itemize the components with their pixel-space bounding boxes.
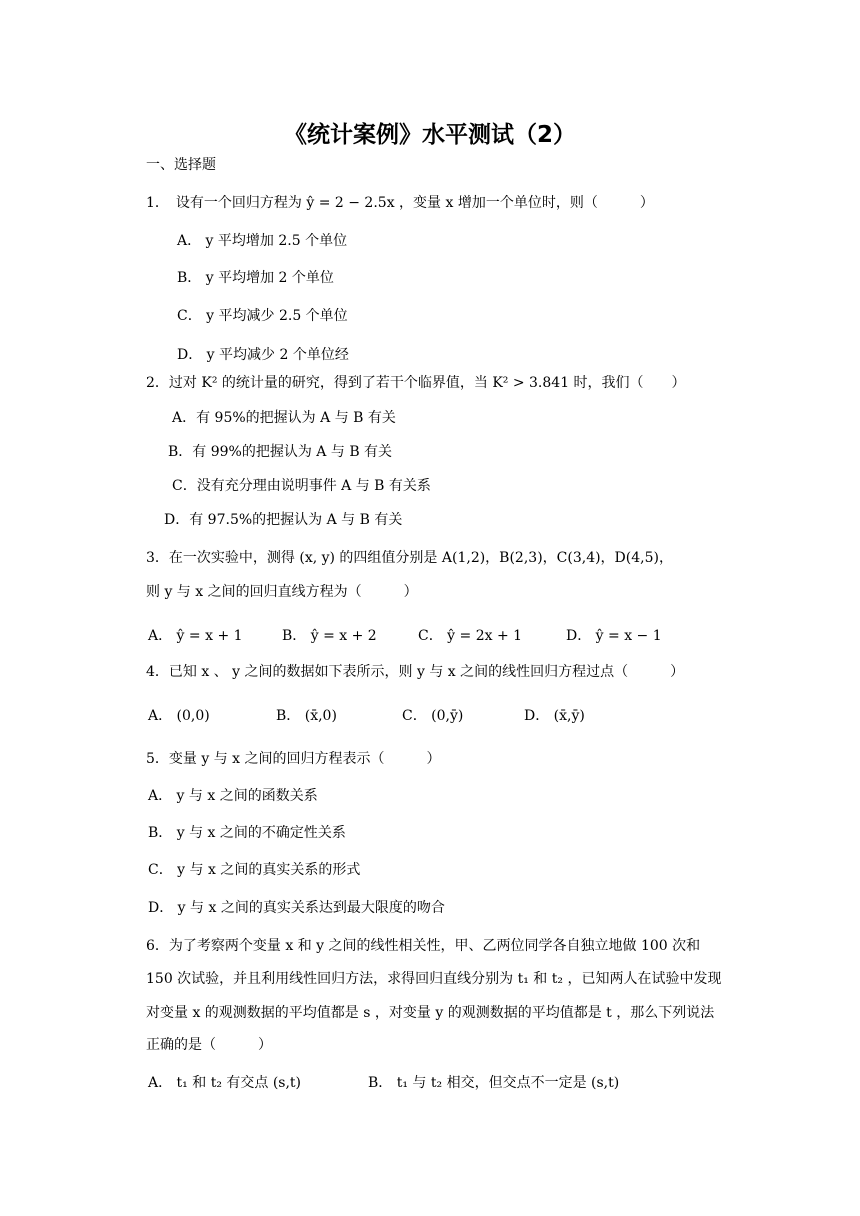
q3-option-d: D． ŷ = x − 1 [566, 628, 662, 644]
question-3-stem-line-2: 则 y 与 x 之间的回归直线方程为（ ） [146, 584, 418, 600]
q2-option-b: B．有 99%的把握认为 A 与 B 有关 [168, 444, 393, 460]
question-6-stem-line-2: 150 次试验，并且利用线性回归方法，求得回归直线分别为 t₁ 和 t₂ ，已知两人在试验中发现 [146, 971, 722, 987]
question-3-stem-line-1: 3．在一次实验中，测得 (x, y) 的四组值分别是 A(1,2)，B(2,3)，C(3,4)，D(4,5)， [146, 550, 673, 566]
question-1-stem: 1． 设有一个回归方程为 ŷ = 2 − 2.5x ，变量 x 增加一个单位时，则（ ） [146, 195, 654, 211]
q6-option-a: A． t₁ 和 t₂ 有交点 (s,t) [148, 1075, 302, 1091]
q4-option-a: A． (0,0) [148, 708, 210, 724]
q3-option-c: C． ŷ = 2x + 1 [418, 628, 523, 644]
q1-option-b: B． y 平均增加 2 个单位 [177, 270, 334, 286]
question-2-stem: 2．过对 K² 的统计量的研究，得到了若干个临界值，当 K² > 3.841 时，我们（ ） [146, 375, 686, 391]
q5-option-c: C． y 与 x 之间的真实关系的形式 [148, 862, 361, 878]
q1-option-a: A． y 平均增加 2.5 个单位 [177, 233, 348, 249]
q2-option-d: D．有 97.5%的把握认为 A 与 B 有关 [164, 512, 403, 528]
q5-option-d: D． y 与 x 之间的真实关系达到最大限度的吻合 [148, 900, 445, 916]
question-5-stem: 5．变量 y 与 x 之间的回归方程表示（ ） [146, 751, 441, 767]
q4-option-c: C． (0,ȳ) [402, 708, 464, 724]
question-6-stem-line-3: 对变量 x 的观测数据的平均值都是 s ，对变量 y 的观测数据的平均值都是 t ，那么下列说法 [146, 1005, 715, 1021]
q1-option-d: D． y 平均减少 2 个单位经 [177, 347, 349, 363]
q5-option-b: B． y 与 x 之间的不确定性关系 [148, 825, 346, 841]
page-title: 《统计案例》水平测试（2） [283, 122, 576, 148]
q3-option-a: A． ŷ = x + 1 [148, 628, 243, 644]
q5-option-a: A． y 与 x 之间的函数关系 [148, 788, 318, 804]
q2-option-a: A．有 95%的把握认为 A 与 B 有关 [172, 410, 396, 426]
q3-option-b: B． ŷ = x + 2 [282, 628, 377, 644]
q4-option-d: D． (x̄,ȳ) [524, 708, 585, 724]
question-6-stem-line-1: 6．为了考察两个变量 x 和 y 之间的线性相关性，甲、乙两位同学各自独立地做 100 次和 [146, 938, 701, 954]
q2-option-c: C．没有充分理由说明事件 A 与 B 有关系 [172, 478, 431, 494]
q4-option-b: B． (x̄,0) [276, 708, 337, 724]
q6-option-b: B． t₁ 与 t₂ 相交，但交点不一定是 (s,t) [368, 1075, 620, 1091]
question-6-stem-line-4: 正确的是（ ） [146, 1037, 272, 1053]
question-4-stem: 4．已知 x 、 y 之间的数据如下表所示，则 y 与 x 之间的线性回归方程过点（ ） [146, 664, 685, 680]
section-heading: 一、选择题 [146, 157, 216, 173]
q1-option-c: C． y 平均减少 2.5 个单位 [177, 308, 348, 324]
